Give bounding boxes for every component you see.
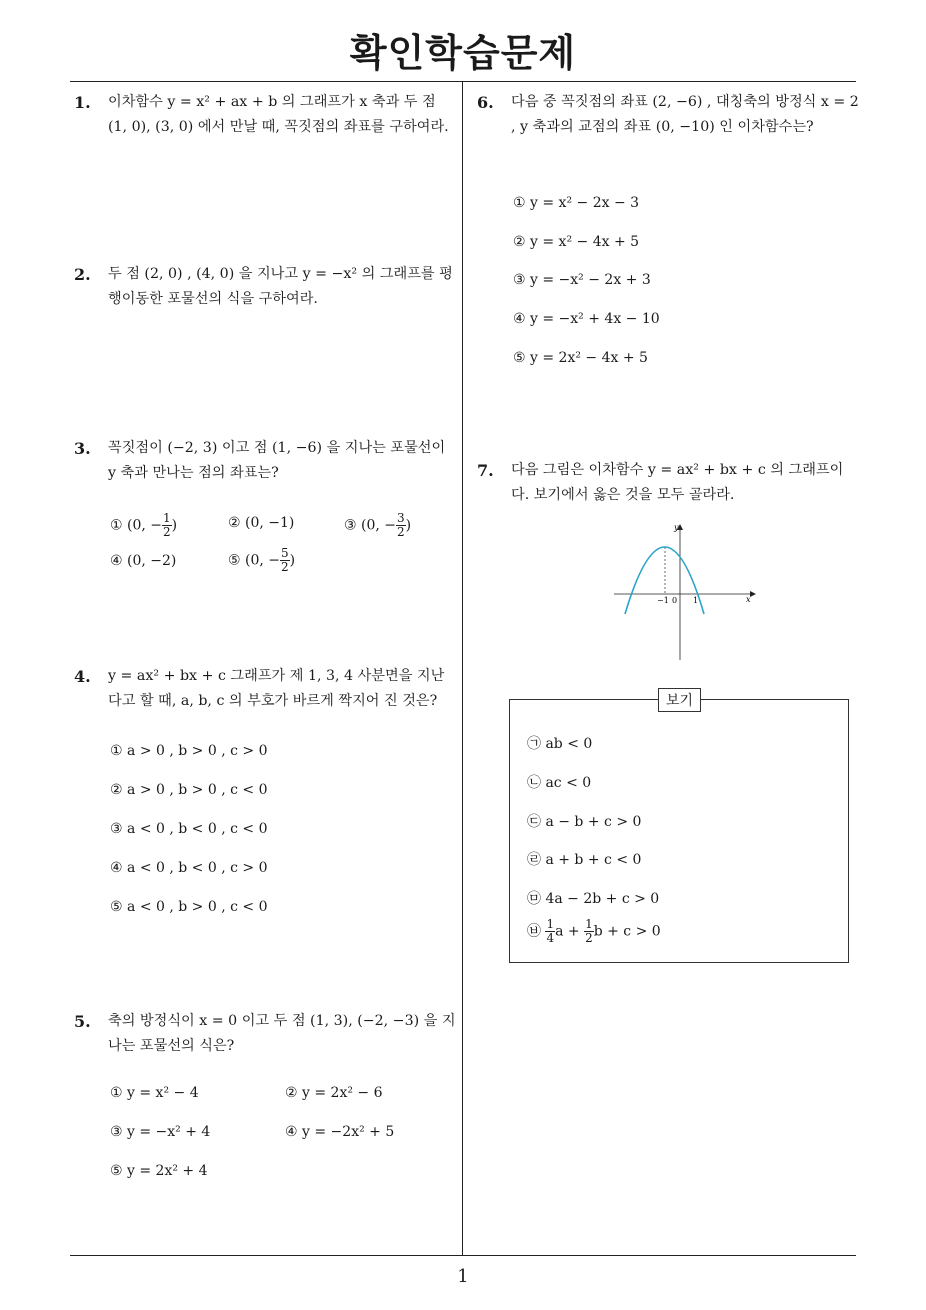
option-text: ): [289, 552, 296, 569]
option-text: (0, −: [245, 552, 281, 569]
problem-text: 두 점 (2, 0) , (4, 0) 을 지나고 y = −x² 의 그래프를 평행이동한 포물선의 식을 구하여라.: [108, 266, 453, 307]
denominator: 4: [546, 931, 555, 946]
option-mark: ②: [228, 515, 241, 531]
option-1[interactable]: [110, 512, 177, 539]
problem-number: 3.: [74, 439, 91, 458]
numerator: 1: [546, 917, 555, 931]
numerator: 5: [281, 546, 289, 560]
bogi-mark: ㉠: [527, 736, 541, 752]
option-mark: ⑤: [110, 1163, 123, 1179]
option-mark: ④: [110, 860, 123, 876]
bogi-text: 4a − 2b + c > 0: [545, 891, 660, 907]
page-number: 1: [457, 1266, 469, 1287]
option-1[interactable]: [110, 743, 267, 759]
bogi-item-1[interactable]: [527, 733, 592, 753]
fraction: [584, 918, 594, 945]
parabola-graph: [610, 518, 760, 666]
option-5[interactable]: [110, 899, 267, 915]
bogi-item-6[interactable]: [527, 918, 661, 945]
option-text: (0, −: [361, 517, 397, 534]
option-mark: ②: [285, 1085, 298, 1101]
bogi-mark: ㉤: [527, 891, 541, 907]
problem-number: 7.: [477, 461, 494, 480]
option-4[interactable]: [110, 553, 176, 569]
bogi-label: 보기: [658, 688, 701, 712]
denominator: 2: [585, 931, 593, 946]
bogi-mark: ㉡: [527, 775, 541, 791]
option-text: ): [171, 517, 178, 534]
problem-4: [74, 664, 456, 714]
option-text: y = 2x² + 4: [127, 1163, 208, 1179]
problem-6: [477, 90, 861, 140]
problem-text: 축의 방정식이 x = 0 이고 두 점 (1, 3), (−2, −3) 을 지나는 포물선의 식은?: [108, 1013, 456, 1054]
option-5[interactable]: [228, 547, 295, 574]
option-mark: ②: [110, 782, 123, 798]
option-mark: ①: [110, 743, 123, 759]
denominator: 2: [281, 560, 289, 575]
bogi-item-2[interactable]: [527, 772, 591, 792]
page-title: 확인학습문제: [349, 31, 577, 75]
tick-label-zero: 0: [672, 596, 678, 605]
bottom-rule: [70, 1255, 856, 1256]
option-4[interactable]: [285, 1124, 394, 1140]
option-5[interactable]: [513, 350, 648, 366]
option-mark: ③: [513, 272, 526, 288]
denominator: 2: [163, 525, 171, 540]
problem-1: [74, 90, 456, 140]
option-mark: ④: [285, 1124, 298, 1140]
y-axis-label: y: [674, 523, 679, 532]
option-mark: ③: [110, 821, 123, 837]
problem-5: [74, 1009, 456, 1059]
bogi-mark: ㉥: [527, 923, 541, 940]
problem-text: 꼭짓점이 (−2, 3) 이고 점 (1, −6) 을 지나는 포물선이 y 축과 만나는 점의 좌표는?: [108, 440, 446, 481]
option-text: y = x² − 4x + 5: [530, 234, 640, 250]
bogi-item-3[interactable]: [527, 811, 641, 831]
option-text: y = 2x² − 6: [302, 1085, 383, 1101]
option-2[interactable]: [285, 1085, 383, 1101]
option-text: y = x² − 2x − 3: [530, 195, 640, 211]
x-axis-arrow-icon: [750, 591, 756, 597]
problem-text: y = ax² + bx + c 그래프가 제 1, 3, 4 사분면을 지난다고 할 때, a, b, c 의 부호가 바르게 짝지어 진 것은?: [108, 668, 445, 709]
option-text: (0, −1): [245, 515, 295, 531]
bogi-text: ab < 0: [545, 736, 593, 752]
option-text: y = x² − 4: [127, 1085, 199, 1101]
problem-number: 4.: [74, 667, 91, 686]
column-divider: [462, 82, 463, 1256]
fraction: [162, 512, 172, 539]
option-mark: ④: [513, 311, 526, 327]
denominator: 2: [397, 525, 405, 540]
option-1[interactable]: [110, 1085, 199, 1101]
tick-label-pos1: 1: [693, 596, 699, 605]
problem-number: 2.: [74, 265, 91, 284]
problem-number: 1.: [74, 93, 91, 112]
bogi-mark: ㉢: [527, 814, 541, 830]
option-text: a < 0 , b < 0 , c < 0: [127, 821, 268, 837]
option-text: (0, −: [127, 517, 163, 534]
option-text: y = −x² + 4x − 10: [530, 311, 660, 327]
problem-text: 이차함수 y = x² + ax + b 의 그래프가 x 축과 두 점 (1, 0), (3, 0) 에서 만날 때, 꼭짓점의 좌표를 구하여라.: [108, 94, 449, 135]
numerator: 1: [585, 917, 593, 931]
bogi-text: a + b + c < 0: [545, 852, 642, 868]
option-3[interactable]: [513, 272, 651, 288]
problem-3: [74, 436, 456, 486]
option-mark: ①: [110, 517, 123, 534]
top-rule: [70, 81, 856, 82]
bogi-item-4[interactable]: [527, 849, 641, 869]
fraction: [545, 918, 555, 945]
option-2[interactable]: [228, 515, 294, 531]
option-mark: ④: [110, 553, 123, 569]
bogi-text: b + c > 0: [593, 923, 661, 940]
option-text: a < 0 , b < 0 , c > 0: [127, 860, 268, 876]
option-2[interactable]: [110, 782, 267, 798]
x-axis-label: x: [746, 595, 751, 604]
option-text: a > 0 , b > 0 , c > 0: [127, 743, 268, 759]
bogi-mark: ㉣: [527, 852, 541, 868]
option-mark: ⑤: [228, 552, 241, 569]
option-text: ): [405, 517, 412, 534]
problem-text: 다음 중 꼭짓점의 좌표 (2, −6) , 대칭축의 방정식 x = 2 , y 축과의 교점의 좌표 (0, −10) 인 이차함수는?: [511, 94, 859, 135]
problem-7: [477, 458, 861, 508]
fraction: [396, 512, 406, 539]
option-mark: ③: [110, 1124, 123, 1140]
option-mark: ⑤: [110, 899, 123, 915]
bogi-item-5[interactable]: [527, 888, 659, 908]
option-text: y = −2x² + 5: [302, 1124, 395, 1140]
option-text: a > 0 , b > 0 , c < 0: [127, 782, 268, 798]
option-text: y = −x² + 4: [127, 1124, 211, 1140]
option-text: (0, −2): [127, 553, 177, 569]
option-5[interactable]: [110, 1163, 208, 1179]
numerator: 1: [163, 511, 171, 525]
option-4[interactable]: [110, 860, 267, 876]
option-1[interactable]: [513, 195, 639, 211]
option-text: y = −x² − 2x + 3: [530, 272, 651, 288]
option-text: a < 0 , b > 0 , c < 0: [127, 899, 268, 915]
problem-number: 5.: [74, 1012, 91, 1031]
problem-number: 6.: [477, 93, 494, 112]
option-3[interactable]: [344, 512, 411, 539]
option-3[interactable]: [110, 1124, 210, 1140]
bogi-text: a − b + c > 0: [545, 814, 642, 830]
option-3[interactable]: [110, 821, 267, 837]
option-2[interactable]: [513, 234, 639, 250]
option-4[interactable]: [513, 311, 660, 327]
option-mark: ②: [513, 234, 526, 250]
fraction: [280, 547, 290, 574]
bogi-text: a +: [555, 923, 585, 940]
option-text: y = 2x² − 4x + 5: [530, 350, 648, 366]
problem-2: [74, 262, 456, 312]
option-mark: ⑤: [513, 350, 526, 366]
option-mark: ③: [344, 517, 357, 534]
numerator: 3: [397, 511, 405, 525]
problem-text: 다음 그림은 이차함수 y = ax² + bx + c 의 그래프이다. 보기에서 옳은 것을 모두 골라라.: [511, 462, 844, 503]
tick-label-neg1: −1: [657, 596, 669, 605]
option-mark: ①: [513, 195, 526, 211]
option-mark: ①: [110, 1085, 123, 1101]
bogi-text: ac < 0: [545, 775, 592, 791]
